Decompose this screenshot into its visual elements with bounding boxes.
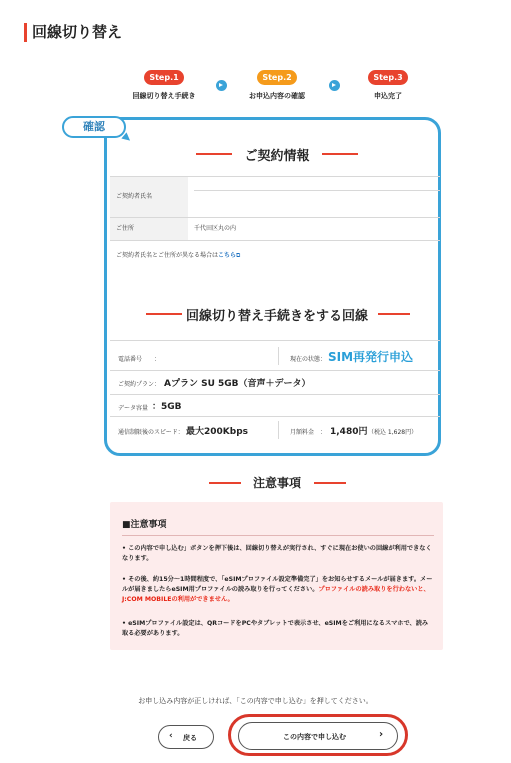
name-inner-divider bbox=[194, 190, 440, 191]
title-accent-bar bbox=[24, 23, 27, 42]
address-value: 千代田区丸の内 bbox=[194, 225, 237, 232]
fee-tax: （税込 1,628円） bbox=[368, 429, 418, 436]
note-item: • この内容で申し込む」ボタンを押下後は、回線切り替えが実行され、すぐに現在お使いの回線が利用できなくなります。 bbox=[122, 545, 432, 562]
fee-colon: ： bbox=[320, 429, 327, 436]
row-phone-status bbox=[110, 341, 440, 371]
step-arrow-icon bbox=[329, 80, 340, 91]
fee-label: 月額料金 bbox=[290, 429, 315, 436]
address-note bbox=[116, 250, 240, 260]
row-divider bbox=[278, 347, 279, 365]
section-dash-left bbox=[146, 313, 182, 315]
contract-section-title: ご契約情報 bbox=[244, 149, 310, 164]
step-3-label: 申込完了 bbox=[374, 92, 402, 100]
back-button[interactable] bbox=[158, 725, 214, 749]
phone-label: 電話番号 bbox=[118, 356, 143, 363]
note-item: • eSIMプロファイル設定は、QRコードをPCやタブレットで表示させ、eSIMをご利用になるスマホで、読み取る必要があります。 bbox=[122, 620, 429, 637]
data-label: データ容量 bbox=[118, 405, 149, 412]
step-1-label: 回線切り替え手続き bbox=[132, 92, 196, 100]
step-1-badge: Step.1 bbox=[144, 70, 184, 85]
confirm-badge: 確認 bbox=[62, 116, 126, 138]
section-dash-right bbox=[314, 482, 346, 484]
section-dash-right bbox=[378, 313, 410, 315]
step-3-badge: Step.3 bbox=[368, 70, 408, 85]
fee-value: 1,480円 bbox=[330, 427, 368, 437]
page-title: 回線切り替え bbox=[32, 23, 123, 41]
data-value: ：5GB bbox=[152, 402, 182, 412]
note-red-text: プロファイルの読み取りを行わないと、J:COM MOBILEの利用ができません。 bbox=[122, 586, 430, 603]
section-dash-right bbox=[322, 153, 358, 155]
note-text: その後、約15分〜1時間程度で、「eSIMプロファイル設定準備完了」をお知らせするメールが届きます。メールが届きましたらeSIM用プロファイルの読み取りを行ってください。 bbox=[122, 576, 433, 593]
row-divider bbox=[278, 421, 279, 439]
address-change-link[interactable]: こちら bbox=[218, 252, 237, 259]
section-dash-left bbox=[209, 482, 241, 484]
note-item: • その後、約15分〜1時間程度で、「eSIMプロファイル設定準備完了」をお知らせするメールが届きます。メールが届きましたらeSIM用プロファイルの読み取りを行ってください。プロファイルの読み取りを行わないと、J:COM MOBILEの利用ができません。 bbox=[122, 576, 433, 603]
speed-value: 最大200Kbps bbox=[186, 427, 249, 437]
chevron-right-icon: › bbox=[379, 729, 384, 740]
row-data bbox=[110, 395, 440, 417]
name-label: ご契約者氏名 bbox=[110, 177, 188, 217]
address-note-text: ご契約者氏名とご住所が異なる場合は bbox=[116, 252, 219, 259]
submit-button[interactable] bbox=[238, 722, 398, 750]
phone-value: ： bbox=[154, 356, 161, 363]
step-2-label: お申込内容の確認 bbox=[249, 92, 305, 100]
note-text: eSIMプロファイル設定は、QRコードをPCやタブレットで表示させ、eSIMをご利用になるスマホで、読み取る必要があります。 bbox=[122, 620, 429, 637]
status-label: 現在の状態 bbox=[290, 356, 321, 363]
external-link-icon: ⧉ bbox=[236, 252, 241, 259]
address-label: ご住所 bbox=[110, 218, 188, 240]
speed-label: 通信制限後のスピード： bbox=[118, 429, 184, 436]
plan-value: Aプラン SU 5GB（音声＋データ） bbox=[164, 379, 311, 389]
status-colon: ： bbox=[320, 356, 327, 363]
row-plan bbox=[110, 371, 440, 395]
notes-box-title: ■注意事項 bbox=[122, 520, 167, 530]
notes-divider bbox=[122, 535, 434, 536]
submit-button-label: この内容で申し込む bbox=[283, 733, 346, 741]
table-row-address bbox=[110, 218, 440, 241]
section-dash-left bbox=[196, 153, 232, 155]
note-text: この内容で申し込む」ボタンを押下後は、回線切り替えが実行され、すぐに現在お使いの回線が利用できなくなります。 bbox=[122, 545, 432, 562]
table-row-name bbox=[110, 177, 440, 218]
back-button-label: 戻る bbox=[183, 734, 197, 742]
step-2-badge: Step.2 bbox=[257, 70, 297, 85]
plan-label: ご契約プラン： bbox=[118, 381, 161, 388]
step-arrow-icon bbox=[216, 80, 227, 91]
submit-instruction: お申し込み内容が正しければ、「この内容で申し込む」を押してください。 bbox=[138, 697, 373, 705]
line-section-title: 回線切り替え手続きをする回線 bbox=[185, 309, 368, 324]
row-speed-fee bbox=[110, 417, 440, 441]
notes-section-title: 注意事項 bbox=[252, 476, 301, 490]
sim-status-value: SIM再発行申込 bbox=[328, 350, 414, 364]
chevron-left-icon: ‹ bbox=[169, 731, 173, 741]
